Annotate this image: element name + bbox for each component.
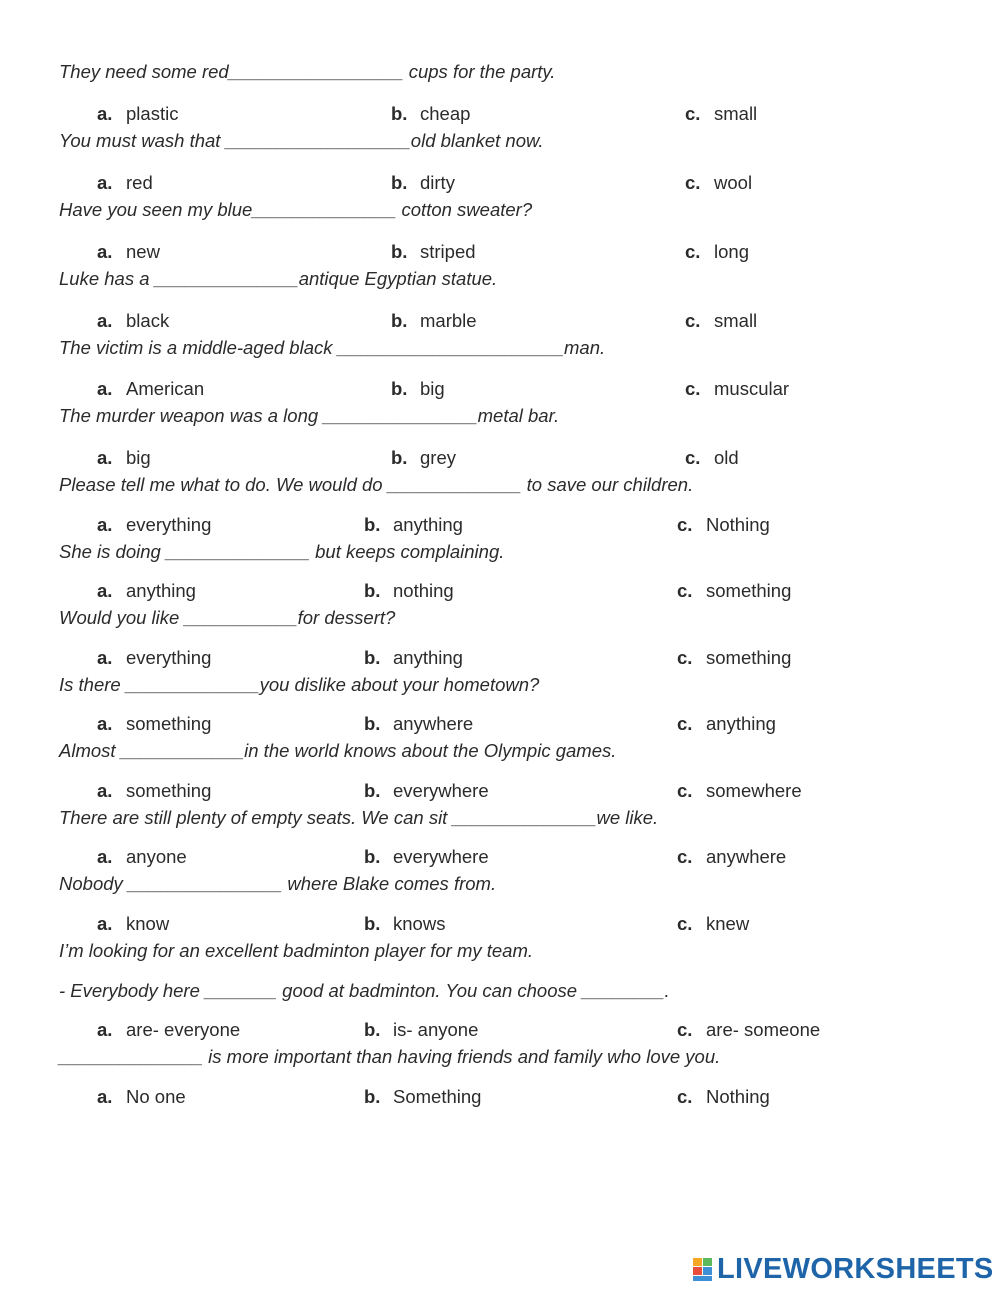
question-3-text: Have you seen my blue______________ cotton sweater? [59,199,533,220]
q13-option-a[interactable]: a. know [97,913,170,934]
q7-option-a[interactable]: a. everything [97,514,212,535]
q8-option-b[interactable]: b. nothing [364,580,454,601]
q10-option-c[interactable]: c. anything [677,713,776,734]
logo-blocks-icon [693,1256,713,1282]
q1-option-b[interactable]: b. cheap [391,103,471,124]
q7-option-b[interactable]: b. anything [364,514,463,535]
q2-option-c[interactable]: c. wool [685,172,753,193]
q11-option-a[interactable]: a. something [97,780,212,801]
question-14-text-line2: - Everybody here _______ good at badminton. You can choose ________. [59,980,670,1001]
question-5-text: The victim is a middle-aged black ______________________man. [59,337,606,358]
q13-option-b[interactable]: b. knows [364,913,446,934]
q2-option-b[interactable]: b. dirty [391,172,455,193]
q4-option-c[interactable]: c. small [685,310,758,331]
q6-option-a[interactable]: a. big [97,447,151,468]
q7-option-c[interactable]: c. Nothing [677,514,770,535]
question-6-text: The murder weapon was a long _______________metal bar. [59,405,560,426]
q11-option-c[interactable]: c. somewhere [677,780,802,801]
question-7-text: Please tell me what to do. We would do _____________ to save our children. [59,474,694,495]
q4-option-a[interactable]: a. black [97,310,170,331]
question-8-text: She is doing ______________ but keeps complaining. [59,541,505,562]
question-10-text: Is there _____________you dislike about your hometown? [59,674,540,695]
q10-option-a[interactable]: a. something [97,713,212,734]
q10-option-b[interactable]: b. anywhere [364,713,474,734]
question-1-text: They need some red_________________ cups for the party. [59,61,556,82]
q2-option-a[interactable]: a. red [97,172,153,193]
q6-option-b[interactable]: b. grey [391,447,456,468]
q12-option-c[interactable]: c. anywhere [677,846,787,867]
q12-option-a[interactable]: a. anyone [97,846,187,867]
question-4-text: Luke has a ______________antique Egyptian statue. [59,268,498,289]
q8-option-a[interactable]: a. anything [97,580,196,601]
q13-option-c[interactable]: c. knew [677,913,750,934]
q6-option-c[interactable]: c. old [685,447,739,468]
q4-option-b[interactable]: b. marble [391,310,477,331]
question-9-text: Would you like ___________for dessert? [59,607,396,628]
q8-option-c[interactable]: c. something [677,580,792,601]
q5-option-b[interactable]: b. big [391,378,445,399]
q3-option-a[interactable]: a. new [97,241,160,262]
q14-option-c[interactable]: c. are- someone [677,1019,821,1040]
q1-option-a[interactable]: a. plastic [97,103,179,124]
question-2-text: You must wash that __________________old blanket now. [59,130,544,151]
q5-option-c[interactable]: c. muscular [685,378,790,399]
q5-option-a[interactable]: a. American [97,378,205,399]
question-15-text: ______________ is more important than having friends and family who love you. [59,1046,721,1067]
q3-option-c[interactable]: c. long [685,241,749,262]
q15-option-a[interactable]: a. No one [97,1086,186,1107]
logo-text: LIVEWORKSHEETS [717,1253,994,1285]
q9-option-a[interactable]: a. everything [97,647,212,668]
q1-option-c[interactable]: c. small [685,103,758,124]
q15-option-c[interactable]: c. Nothing [677,1086,770,1107]
liveworksheets-logo [693,1254,994,1284]
q9-option-c[interactable]: c. something [677,647,792,668]
q12-option-b[interactable]: b. everywhere [364,846,489,867]
question-13-text: Nobody _______________ where Blake comes from. [59,873,497,894]
question-12-text: There are still plenty of empty seats. We can sit ______________we like. [59,807,659,828]
q3-option-b[interactable]: b. striped [391,241,476,262]
q11-option-b[interactable]: b. everywhere [364,780,489,801]
question-14-text: I’m looking for an excellent badminton player for my team. [59,940,534,961]
q14-option-b[interactable]: b. is- anyone [364,1019,479,1040]
q14-option-a[interactable]: a. are- everyone [97,1019,241,1040]
q15-option-b[interactable]: b. Something [364,1086,482,1107]
q9-option-b[interactable]: b. anything [364,647,463,668]
question-11-text: Almost ____________in the world knows about the Olympic games. [59,740,617,761]
